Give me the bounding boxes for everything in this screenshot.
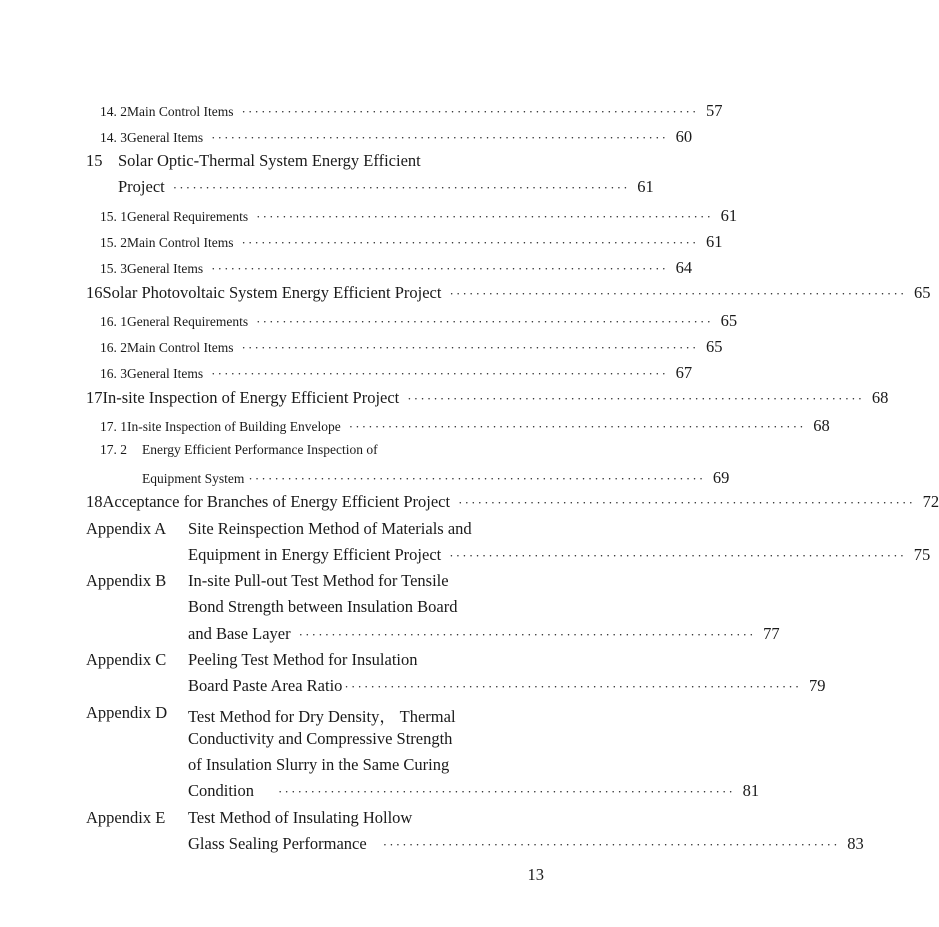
toc-chapter [86, 492, 939, 512]
section-number: 16. 1 [100, 314, 127, 329]
dot-leader: ······································································ [298, 627, 756, 642]
page-ref: 81 [742, 781, 760, 800]
appendix-title-line [188, 808, 556, 828]
section-title: Main Control Items [127, 235, 234, 250]
page-ref: 64 [675, 258, 693, 277]
page-ref: 79 [808, 676, 826, 695]
section-title: Energy Efficient Performance Inspection of [142, 442, 378, 457]
dot-leader: ······································································ [211, 366, 669, 381]
page-ref: 72 [922, 492, 939, 511]
appendix-title-line [188, 545, 931, 565]
chapter-title-cont: Project [118, 177, 165, 196]
page-ref: 61 [706, 232, 723, 251]
page-ref: 65 [706, 337, 723, 356]
section-title: General Items [127, 261, 204, 276]
page-ref: 83 [847, 834, 864, 853]
dot-leader: ······································································ [172, 180, 630, 195]
appendix-title: of Insulation Slurry in the Same Curing [188, 755, 450, 774]
chapter-number: 15 [86, 151, 103, 170]
page-ref: 69 [712, 468, 730, 487]
section-title: General Requirements [127, 314, 249, 329]
appendix-title: Glass Sealing Performance [188, 834, 367, 853]
page-ref: 68 [813, 416, 830, 435]
section-number: 15. 3 [100, 261, 127, 276]
page-ref: 60 [675, 127, 693, 146]
section-title: Main Control Items [127, 104, 234, 119]
toc-entry [100, 258, 693, 278]
toc-entry [100, 206, 738, 226]
appendix-title-line [188, 519, 556, 539]
section-number: 14. 2 [100, 104, 127, 119]
appendix-title-line [188, 834, 864, 854]
page-ref: 68 [871, 388, 889, 407]
appendix-label: Appendix E [86, 808, 166, 827]
dot-leader: ······································································ [458, 495, 916, 510]
page-ref: 77 [763, 624, 780, 643]
chapter-number: 17 [86, 388, 103, 407]
section-number: 15. 2 [100, 235, 127, 250]
chapter-title: Solar Optic-Thermal System Energy Efficient [118, 151, 421, 170]
appendix-label: Appendix A [86, 519, 167, 538]
appendix-title: Bond Strength between Insulation Board [188, 597, 458, 616]
section-title-cont: Equipment System [142, 471, 245, 486]
toc-entry [100, 363, 693, 383]
page-ref: 75 [913, 545, 931, 564]
section-number: 17. 2 [100, 442, 127, 457]
appendix-title: and Base Layer [188, 624, 291, 643]
section-title: General Requirements [127, 209, 249, 224]
appendix-title: Peeling Test Method for Insulation [188, 650, 418, 669]
appendix-title-line [188, 703, 556, 727]
dot-leader: ······································································ [407, 391, 865, 406]
appendix-title: Equipment in Energy Efficient Project [188, 545, 442, 564]
toc-entry [100, 311, 738, 331]
chapter-title: Acceptance for Branches of Energy Efficient Project [102, 492, 451, 511]
page-ref: 65 [914, 283, 931, 302]
toc-entry [100, 232, 723, 252]
appendix-title: In-site Pull-out Test Method for Tensile [188, 571, 449, 590]
chapter-title: In-site Inspection of Energy Efficient Project [102, 388, 400, 407]
dot-leader: ······································································ [344, 679, 802, 694]
appendix-title: Test Method of Insulating Hollow [188, 808, 413, 827]
toc-entry-cont [142, 468, 730, 488]
toc-entry [100, 101, 723, 121]
dot-leader: ······································································ [449, 548, 907, 563]
section-title: General Items [127, 366, 204, 381]
toc-chapter [86, 388, 889, 408]
dot-leader: ······································································ [241, 235, 699, 250]
dot-leader: ······································································ [241, 104, 699, 119]
page-ref: 61 [720, 206, 738, 225]
toc-chapter [86, 283, 931, 303]
appendix-title-line [188, 624, 780, 644]
appendix-title-line [188, 729, 556, 749]
dot-leader: ······································································ [382, 837, 840, 852]
section-number: 16. 2 [100, 340, 127, 355]
page-number: 13 [527, 865, 544, 884]
appendix-title-line [188, 597, 556, 617]
toc-entry [100, 416, 830, 436]
appendix-title: Condition [188, 781, 255, 800]
dot-leader: ······································································ [256, 209, 714, 224]
dot-leader: ······································································ [248, 471, 706, 486]
toc-entry [100, 127, 693, 147]
appendix-title: Site Reinspection Method of Materials and [188, 519, 472, 538]
toc-chapter-cont [118, 177, 654, 197]
section-number: 14. 3 [100, 130, 127, 145]
chapter-number: 16 [86, 283, 103, 302]
page-ref: 65 [720, 311, 738, 330]
page-ref: 57 [706, 101, 723, 120]
toc-entry [100, 337, 723, 357]
dot-leader: ······································································ [211, 261, 669, 276]
chapter-number: 18 [86, 492, 103, 511]
appendix-title-line [188, 571, 556, 591]
appendix-label: Appendix B [86, 571, 167, 590]
section-title: Main Control Items [127, 340, 234, 355]
section-title: General Items [127, 130, 204, 145]
dot-leader: ······································································ [348, 419, 806, 434]
dot-leader: ······································································ [256, 314, 714, 329]
appendix-label: Appendix C [86, 650, 167, 669]
appendix-title: Conductivity and Compressive Strength [188, 729, 453, 748]
appendix-title-line [188, 755, 556, 775]
page-ref: 61 [637, 177, 654, 196]
dot-leader: ······································································ [278, 784, 736, 799]
dot-leader: ······································································ [449, 286, 907, 301]
appendix-title: Board Paste Area Ratio [188, 676, 343, 695]
toc-chapter [86, 151, 556, 171]
chapter-title: Solar Photovoltaic System Energy Efficient Project [102, 283, 442, 302]
appendix-title-line [188, 650, 556, 670]
page-ref: 67 [675, 363, 693, 382]
appendix-title: Test Method for Dry Density， Thermal [188, 707, 456, 726]
section-number: 17. 1 [100, 419, 127, 434]
toc-entry [100, 442, 556, 458]
appendix-label: Appendix D [86, 703, 168, 722]
appendix-title-line [188, 676, 826, 696]
dot-leader: ······································································ [211, 130, 669, 145]
section-number: 16. 3 [100, 366, 127, 381]
section-title: In-site Inspection of Building Envelope [127, 419, 341, 434]
section-number: 15. 1 [100, 209, 127, 224]
dot-leader: ······································································ [241, 340, 699, 355]
appendix-title-line [188, 781, 760, 801]
